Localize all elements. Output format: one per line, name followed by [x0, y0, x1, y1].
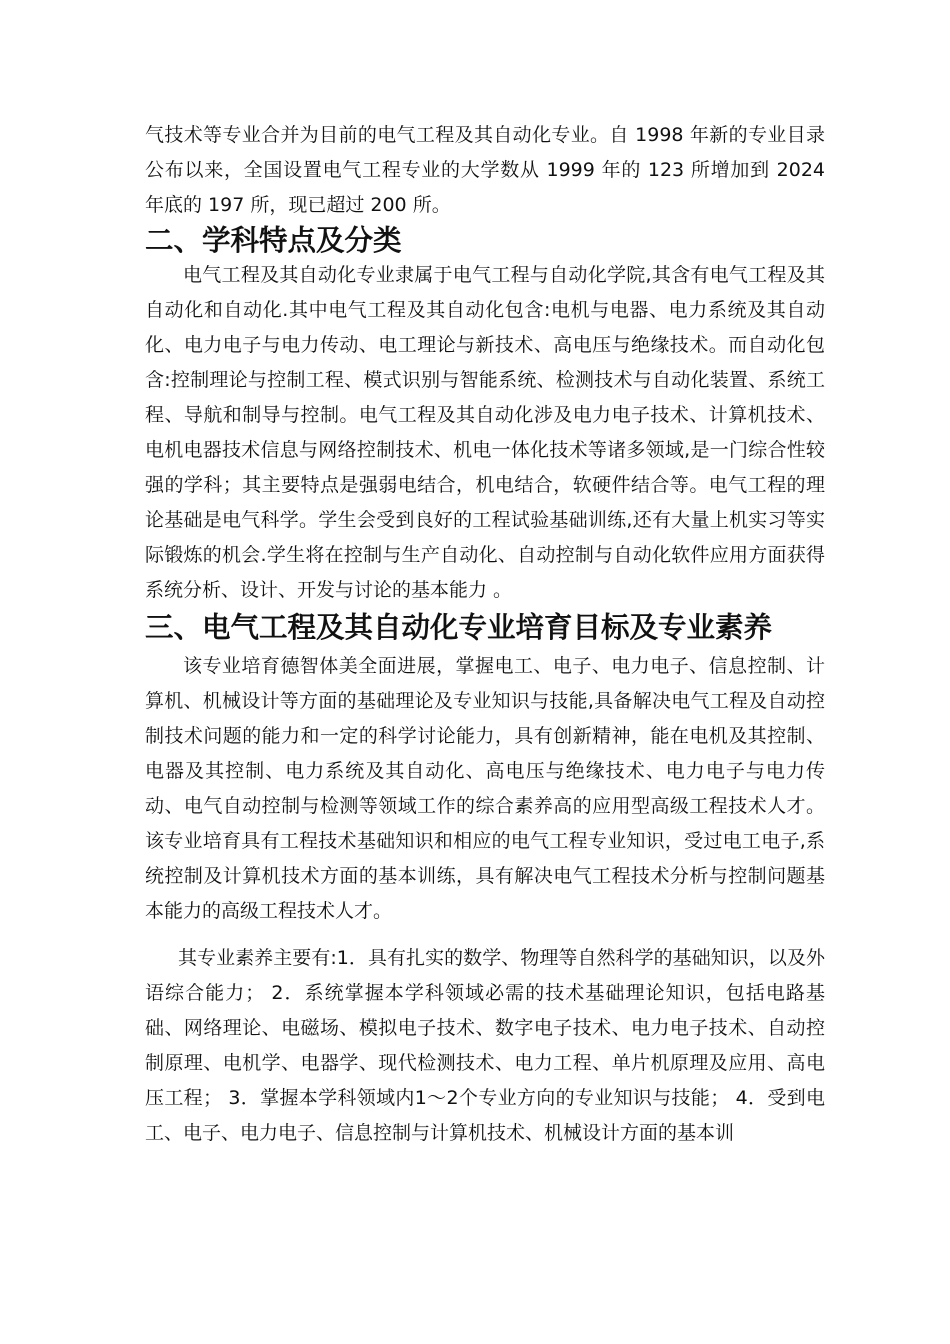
- paragraph-discipline-features: 电气工程及其自动化专业隶属于电气工程与自动化学院,其含有电气工程及其自动化和自动化.其中电气工程及其自动化包含:电机与电器、电力系统及其自动化、电力电子与电力传动、电工理论与新技术、高电压与绝缘技术。而自动化包含:控制理论与控制工程、模式识别与智能系统、检测技术与自动化装置、系统工程、导航和制导与控制。电气工程及其自动化涉及电力电子技术、计算机技术、电机电器技术信息与网络控制技术、机电一体化技术等诸多领域,是一门综合性较强的学科；其主要特点是强弱电结合，机电结合，软硬件结合等。电气工程的理论基础是电气科学。学生会受到良好的工程试验基础训练,还有大量上机实习等实际锻炼的机会.学生将在控制与生产自动化、自动控制与自动化软件应用方面获得系统分析、设计、开发与讨论的基本能力 。: [145, 264, 825, 601]
- section-heading-discipline-features: 二、学科特点及分类: [145, 224, 402, 257]
- document-page: [145, 118, 825, 1151]
- paragraph-professional-qualities: 其专业素养主要有:1．具有扎实的数学、物理等自然科学的基础知识，以及外语综合能力； 2．系统掌握本学科领域必需的技术基础理论知识，包括电路基础、网络理论、电磁场、模拟电子技术、数字电子技术、电力电子技术、自动控制原理、电机学、电器学、现代检测技术、电力工程、单片机原理及应用、高电压工程； 3．掌握本学科领域内1～2个专业方向的专业知识与技能； 4．受到电工、电子、电力电子、信息控制与计算机技术、机械设计方面的基本训: [145, 947, 825, 1144]
- paragraph-training-goals: 该专业培育德智体美全面进展，掌握电工、电子、电力电子、信息控制、计算机、机械设计等方面的基础理论及专业知识与技能,具备解决电气工程及自动控制技术问题的能力和一定的科学讨论能力，具有创新精神，能在电机及其控制、电器及其控制、电力系统及其自动化、高电压与绝缘技术、电力电子与电力传动、电气自动控制与检测等领域工作的综合素养高的应用型高级工程技术人才。该专业培育具有工程技术基础知识和相应的电气工程专业知识，受过电工电子,系统控制及计算机技术方面的基本训练，具有解决电气工程技术分析与控制问题基本能力的高级工程技术人才。: [145, 655, 825, 922]
- section-heading-training-goals: 三、电气工程及其自动化专业培育目标及专业素养: [145, 611, 773, 644]
- paragraph-continuation: 气技术等专业合并为目前的电气工程及其自动化专业。自 1998 年新的专业目录公布以来，全国设置电气工程专业的大学数从 1999 年的 123 所增加到 2024 年底的 197 所，现已超过 200 所。: [145, 124, 825, 216]
